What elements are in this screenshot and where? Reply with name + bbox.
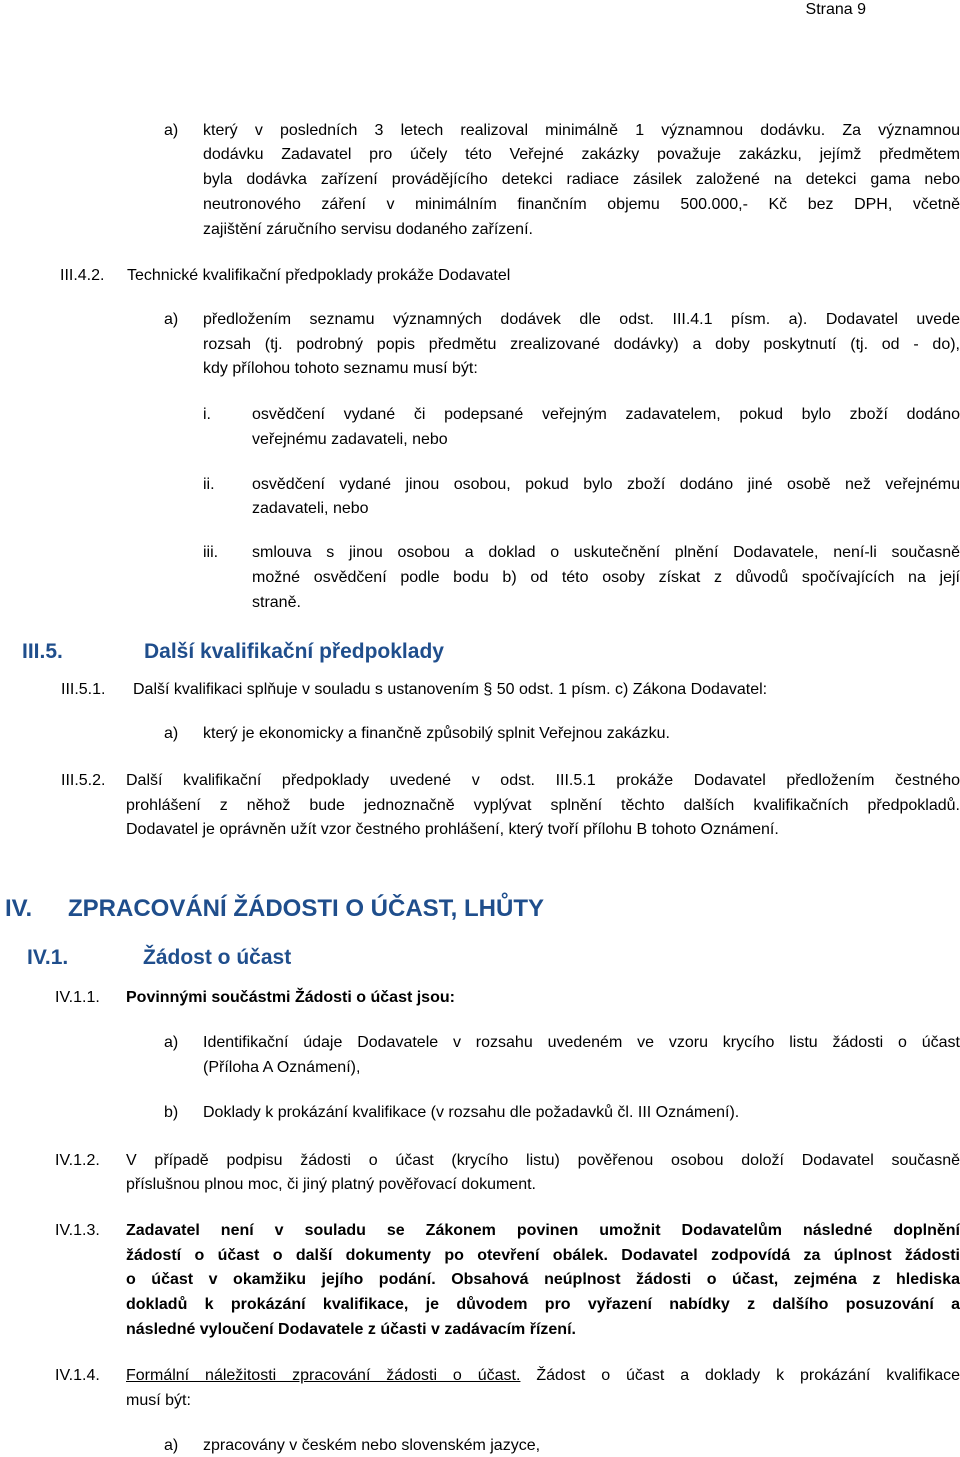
paragraph-line: neutronového záření v minimálním finančním objemu 500.000,- Kč bez DPH, včetně (203, 196, 960, 213)
paragraph-line: Doklady k prokázání kvalifikace (v rozsahu dle požadavků čl. III Oznámení). (203, 1104, 740, 1121)
list-marker: iii. (203, 544, 219, 561)
page-number: Strana 9 (805, 1, 866, 18)
section-number: III.5.2. (61, 772, 106, 789)
paragraph-line: zajištění záručního servisu dodaného zařízení. (203, 221, 533, 238)
heading-number: III.5. (22, 640, 63, 663)
paragraph-line: zpracovány v českém nebo slovenském jazyce, (203, 1437, 541, 1454)
underlined-heading: Formální náležitosti zpracování žádosti o účast. (126, 1367, 521, 1384)
list-marker: a) (164, 725, 179, 742)
section-number: III.5.1. (61, 681, 106, 698)
paragraph-text: Žádost o účast a doklady k prokázání kvalifikace (520, 1367, 960, 1384)
paragraph-line: který je ekonomicky a finančně způsobilý splnit Veřejnou zakázku. (203, 725, 670, 742)
paragraph-line: o účast v okamžiku jejího podání. Obsahová neúplnost žádosti o účast, zejména z hlediska (126, 1271, 960, 1288)
paragraph-line: osvědčení vydané jinou osobou, pokud bylo zboží dodáno jiné osobě než veřejnému (252, 476, 960, 493)
paragraph-line (126, 1366, 960, 1386)
paragraph-line: dokladů k prokázání kvalifikace, je důvodem pro vyřazení nabídky z dalšího posuzování a (126, 1296, 960, 1313)
paragraph-line: musí být: (126, 1392, 191, 1409)
paragraph-line: Další kvalifikaci splňuje v souladu s ustanovením § 50 odst. 1 písm. c) Zákona Dodavatel: (133, 681, 768, 698)
paragraph-line: smlouva s jinou osobou a doklad o uskutečnění plnění Dodavatele, není-li současně (252, 544, 960, 561)
section-number: IV.1.2. (55, 1152, 100, 1169)
paragraph-line: osvědčení vydané či podepsané veřejným zadavatelem, pokud bylo zboží dodáno (252, 406, 960, 423)
heading-title: Další kvalifikační předpoklady (144, 640, 444, 663)
list-marker: a) (164, 1034, 179, 1051)
section-number: IV.1.4. (55, 1367, 100, 1384)
paragraph-line: zadavateli, nebo (252, 500, 369, 517)
paragraph-line: rozsah (tj. podrobný popis předmětu zrealizované dodávky) a doby poskytnutí (tj. od - do), (203, 336, 960, 353)
list-marker: a) (164, 122, 179, 139)
list-marker: i. (203, 406, 211, 423)
paragraph-line: (Příloha A Oznámení), (203, 1059, 361, 1076)
chapter-number: IV. (5, 895, 33, 922)
paragraph-line: Další kvalifikační předpoklady uvedené v odst. III.5.1 prokáže Dodavatel předložením čestného (126, 772, 960, 789)
paragraph-line: Zadavatel není v souladu se Zákonem povinen umožnit Dodavatelům následné doplnění (126, 1222, 960, 1239)
list-marker: a) (164, 311, 179, 328)
heading-number: IV.1. (27, 946, 69, 969)
paragraph-line: kdy přílohou tohoto seznamu musí být: (203, 360, 478, 377)
section-number: IV.1.1. (55, 989, 100, 1006)
heading-title: Žádost o účast (143, 946, 292, 969)
paragraph-line: následné vyloučení Dodavatele z účasti v zadávacím řízení. (126, 1321, 576, 1338)
paragraph-line: žádostí o účast o další dokumenty po otevření obálek. Dodavatel zodpovídá za úplnost žádosti (126, 1247, 960, 1264)
paragraph-line: příslušnou plnou moc, či jiný platný pověřovací dokument. (126, 1176, 536, 1193)
paragraph-line: byla dodávka zařízení provádějícího detekci radiace zásilek založené na detekci gama nebo (203, 171, 960, 188)
paragraph-line: dodávku Zadavatel pro účely této Veřejné zakázky považuje zakázku, jejímž předmětem (203, 146, 960, 163)
list-marker: ii. (203, 476, 215, 493)
paragraph-line: Identifikační údaje Dodavatele v rozsahu uvedeném ve vzoru krycího listu žádosti o účast (203, 1034, 960, 1051)
paragraph-line: V případě podpisu žádosti o účast (krycího listu) pověřenou osobou doloží Dodavatel současně (126, 1152, 960, 1169)
paragraph-line: možné osvědčení podle bodu b) od této osoby získat z důvodů spočívajících na její (252, 569, 960, 586)
paragraph-line: veřejnému zadavateli, nebo (252, 431, 448, 448)
list-marker: b) (164, 1104, 179, 1121)
section-number: III.4.2. (60, 267, 105, 284)
paragraph-line: prohlášení z něhož bude jednoznačně vyplývat splnění těchto dalších kvalifikačních předpokladů. (126, 797, 960, 814)
section-title: Technické kvalifikační předpoklady prokáže Dodavatel (127, 267, 511, 284)
section-number: IV.1.3. (55, 1222, 100, 1239)
paragraph-line: straně. (252, 594, 301, 611)
section-title: Povinnými součástmi Žádosti o účast jsou: (126, 989, 455, 1006)
chapter-title: ZPRACOVÁNÍ ŽÁDOSTI O ÚČAST, LHŮTY (68, 895, 545, 922)
paragraph-line: předložením seznamu významných dodávek dle odst. III.4.1 písm. a). Dodavatel uvede (203, 311, 960, 328)
paragraph-line: který v posledních 3 letech realizoval minimálně 1 významnou dodávku. Za významnou (203, 122, 960, 139)
list-marker: a) (164, 1437, 179, 1454)
paragraph-line: Dodavatel je oprávněn užít vzor čestného prohlášení, který tvoří přílohu B tohoto Oznámení. (126, 821, 779, 838)
